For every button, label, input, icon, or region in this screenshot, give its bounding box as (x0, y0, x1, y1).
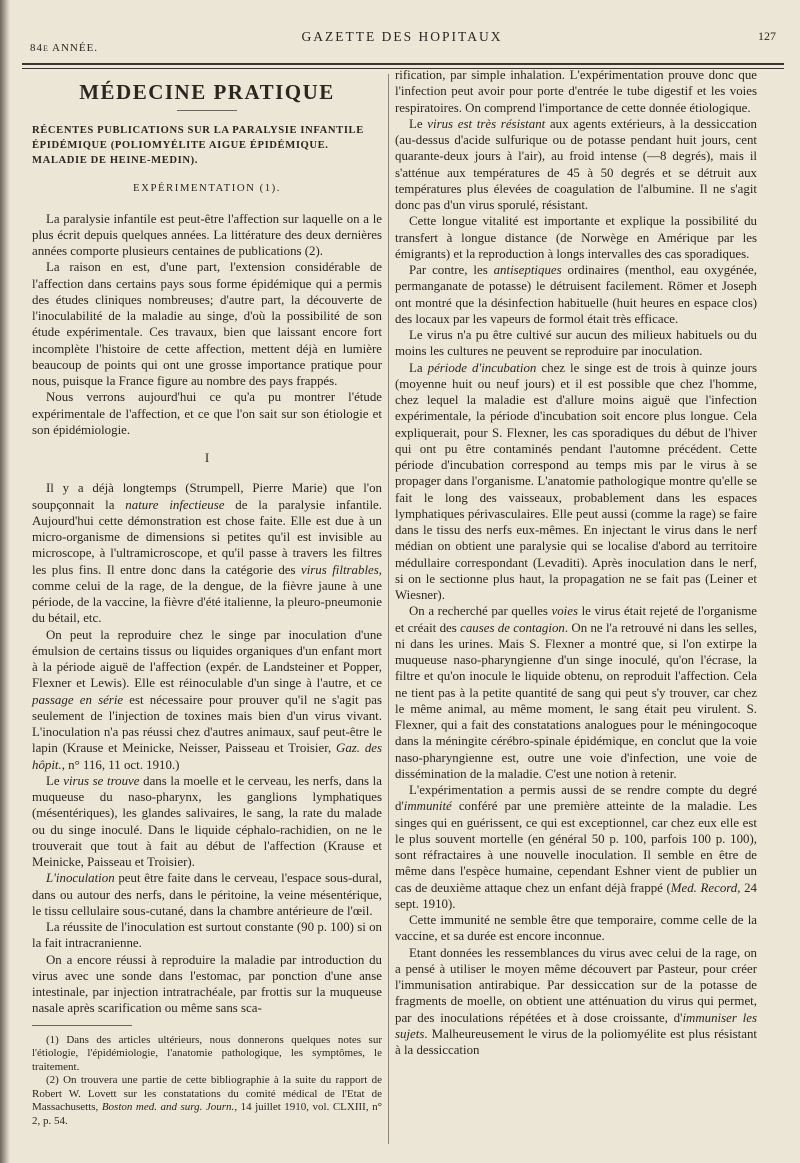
paragraph: Le virus est très résistant aux agents extérieurs, à la dessiccation (au-dessus d'acide sulfurique ou de potasse pendant huit jours, cent quarante-deux jours à l'air), au froid intense (—8 degrés), mais il s'atténue aux températures de 45 à 50 degrés et se détruit aux températures plus élevées de coagulation de l'albumine. Il ne s'agit donc pas d'un virus sporulé, résistant. (395, 116, 757, 212)
right-column (395, 67, 757, 1058)
article-subheading: EXPÉRIMENTATION (1). (133, 182, 281, 195)
title-rule (177, 110, 237, 111)
column-divider (388, 74, 389, 1144)
paragraph: Le virus n'a pu être cultivé sur aucun des milieux habituels ou du moins les cultures ne peuvent se reproduire par inoculation. (395, 328, 757, 359)
page-header (22, 20, 784, 60)
paragraph: On peut la reproduire chez le singe par inoculation d'une émulsion de certains tissus ou liquides organiques d'un enfant mort à la période aiguë de l'affection (expér. de Landsteiner et Popper, Flexner et Lewis). Elle est réinoculable d'un singe à l'autre, et ce passage en série est nécessaire pour prouver qu'il ne s'agit pas seulement de l'injection de toxines mais bien d'un virus vivant. L'inoculation n'a pas réussi chez d'autres animaux, sauf peut-être le lapin (Krause et Meinicke, Neisser, Paisseau et Troisier, Gaz. des hôpit., n° 116, 11 oct. 1910.) (32, 627, 383, 772)
paragraph: La paralysie infantile est peut-être l'affection sur laquelle on a le plus écrit depuis quelques années. La littérature des deux dernières années comporte plusieurs centaines de publications (2). (32, 211, 382, 258)
journal-title: GAZETTE DES HOPITAUX (301, 29, 503, 44)
paragraph: On a recherché par quelles voies le virus était rejeté de l'organisme et créait des causes de contagion. On ne l'a retrouvé ni dans les selles, ni dans les urines. Mais S. Flexner a montré que, si l'on extirpe la muqueuse naso-pharyngienne d'un singe inoculé, qu'on l'écrase, la filtre et qu'on inocule le liquide obtenu, on reproduit l'affection. Cela ne tient pas à la petite quantité de sang qui peut s'y trouver, car chez le même animal, au même moment, le sang était peu virulent. S. Flexner, qui a fait des constatations analogues pour le méningocoque dans la méningite cérébro-spinale épidémique, en conclut que la voie naso-pharyngienne est, outre une voie d'infection, une voie de dissémination de la maladie. C'est une notion à retenir. (395, 604, 757, 781)
paragraph: La réussite de l'inoculation est surtout constante (90 p. 100) si on la fait intracranienne. (32, 920, 382, 951)
page-number: 127 (758, 29, 776, 43)
article-title: RÉCENTES PUBLICATIONS SUR LA PARALYSIE INFANTILE ÉPIDÉMIQUE (POLIOMYÉLITE AIGUE ÉPIDÉMIQUE. MALADIE DE HEINE-MEDIN). (32, 125, 364, 167)
paragraph: Par contre, les antiseptiques ordinaires (menthol, eau oxygénée, permanganate de potasse) le détruisent facilement. Römer et Joseph ont montré que la désinfection habituelle (huit heures en espace clos) des locaux par les vapeurs de formol était très efficace. (395, 263, 757, 326)
paragraph: rification, par simple inhalation. L'expérimentation prouve donc que l'infection peut avoir pour porte d'entrée le tube digestif et les voies respiratoires. On comprend l'importance de cette donnée étiologique. (395, 68, 757, 115)
paragraph: La période d'incubation chez le singe est de trois à quinze jours (moyenne huit ou neuf jours) et il est possible que chez l'homme, chez lequel la maladie est d'allure moins aiguë que l'infection expérimentale, la période d'incubation soit encore plus longue. Cela expliquerait, pour S. Flexner, les cas sporadiques du début de l'hiver qui ont pu être contaminés pendant l'automne précédent. Cette période d'incubation correspond au temps mis par le virus à se propager dans l'organisme. L'anatomie pathologique montre qu'elle se fait le long des vaisseaux, probablement dans les espaces lymphatiques périvasculaires. Elle peut aussi (comme la rage) se faire dans le tissu des nerfs eux-mêmes. En injectant le virus dans le nerf médian on obtient une paralysie qui se localise d'abord au territoire médullaire correspondant (Levaditi). Après inoculation dans le nerf, si on le sectionne plus haut, la propagation ne se fait pas (Leiner et Wiesner). (395, 360, 757, 602)
footnote: (2) On trouvera une partie de cette bibliographie à la suite du rapport de Robert W. Lovett sur les constatations du comité médical de l'Etat de Massachusetts, Boston med. and surg. Journ., 14 juillet 1910, vol. CLXIII, n° 2, p. 54. (32, 1074, 382, 1127)
paragraph: Cette immunité ne semble être que temporaire, comme celle de la vaccine, et sa durée est encore inconnue. (395, 913, 757, 944)
paragraph: Cette longue vitalité est importante et explique la possibilité du transfert à longue distance (de Norwège en Amérique par les émigrants) et la reproduction à longs intervalles des cas sporadiques. (395, 214, 757, 261)
paragraph: Le virus se trouve dans la moelle et le cerveau, les nerfs, dans la muqueuse du naso-pharynx, les ganglions lymphatiques (mésentériques), les glandes salivaires, le sang, la rate du malade ou du singe inoculé. Dans le liquide céphalo-rachidien, on ne le trouverait que tout à fait au début de l'affection (Krause et Meinicke, Paisseau et Troisier). (32, 773, 382, 869)
issue-year: 84e ANNÉE. (30, 42, 99, 54)
section-title: MÉDECINE PRATIQUE (79, 80, 335, 104)
footnote: (1) Dans des articles ultérieurs, nous donnerons quelques notes sur l'étiologie, l'épidémiologie, l'anatomie pathologique, les symptômes, le traitement. (32, 1033, 382, 1073)
paragraph: Il y a déjà longtemps (Strumpell, Pierre Marie) que l'on soupçonnait la nature infectieuse de la paralysie infantile. Aujourd'hui cette démonstration est chose faite. Elle est due à un micro-organisme de dimensions si petites qu'il est invisible au microscope, à l'ultramicroscope, et qu'il passe à travers les filtres les plus fins. Il entre donc dans la catégorie des virus filtrables, comme celui de la rage, de la dengue, de la fièvre jaune à une période, de la vaccine, la fièvre d'été italienne, la pleuro-pneumonie du bétail, etc. (32, 481, 383, 626)
paragraph: L'inoculation peut être faite dans le cerveau, l'espace sous-dural, dans ou autour des nerfs, dans le péritoine, la veine mésentérique, le tissu cellulaire sous-cutané, dans la chambre antérieure de l'œil. (32, 871, 382, 918)
left-column (32, 76, 382, 1128)
paragraph: On a encore réussi à reproduire la maladie par introduction du virus avec une sonde dans l'estomac, par ponction d'une anse intestinale, par injection intratrachéale, par frottis sur la muqueuse nasale après scarification ou même sans sca- (32, 952, 382, 1016)
binding-shadow (0, 0, 10, 1163)
paragraph: Etant données les ressemblances du virus avec celui de la rage, on a pensé à utiliser le moyen même découvert par Pasteur, pour créer l'immunisation antirabique. Par dessiccation sur de la potasse de fragments de moelle, on obtient une atténuation du virus qui permet, par des inoculations répétées et à dose croissante, d'immuniser les sujets. Malheureusement le virus de la poliomyélite est plus résistant à la dessiccation (395, 945, 757, 1057)
paragraph: La raison en est, d'une part, l'extension considérable de l'affection dans certains pays sous forme épidémique qui a permis des études cliniques nombreuses; d'autre part, la découverte de l'inoculabilité de la maladie au singe, d'où la possibilité de son étude expérimentale. Ces travaux, bien que laissant encore fort incomplète l'histoire de cette affection, mettent déjà en lumière beaucoup de points qui ont une grosse importance pratique pour nous, puisque la France figure au nombre des pays frappés. (32, 260, 382, 388)
header-rule-thick (22, 63, 784, 65)
section-number: I (204, 450, 210, 465)
paragraph: Nous verrons aujourd'hui ce qu'a pu montrer l'étude expérimentale de l'affection, et ce que l'on sait sur son étiologie et son épidémiologie. (32, 390, 382, 437)
paragraph: L'expérimentation a permis aussi de se rendre compte du degré d'immunité conféré par une première atteinte de la maladie. Les singes qui en guérissent, ce qui est exceptionnel, car chez eux elle est le plus souvent mortelle (en général 50 p. 100, parfois 100 p. 100), sont réfractaires à une nouvelle inoculation. Il semble en être de même dans l'espèce humaine, cependant Eshner vient de publier un cas de deuxième attaque chez un enfant déjà frappé (Med. Record, 24 sept. 1910). (395, 783, 757, 911)
footnote-rule (32, 1025, 132, 1026)
newspaper-page (22, 20, 784, 1150)
